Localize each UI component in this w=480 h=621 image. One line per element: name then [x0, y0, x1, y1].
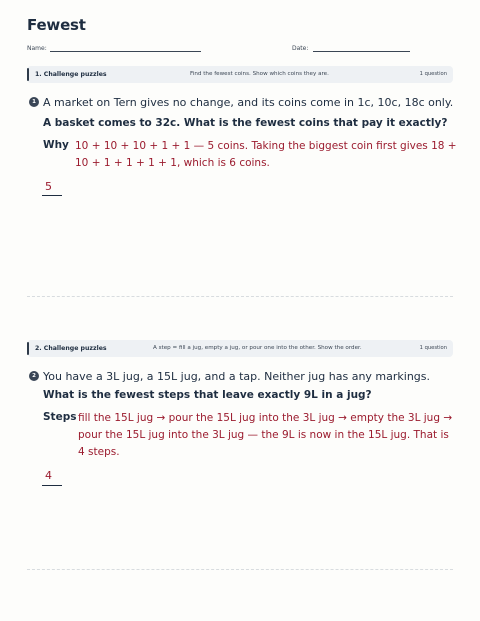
name-label: Name: [27, 45, 47, 52]
question-number-badge: 1 [29, 97, 39, 107]
date-label: Date: [292, 45, 309, 52]
question-prompt: What is the fewest steps that leave exactly 9L in a jug? [43, 389, 372, 401]
date-field[interactable] [313, 51, 410, 52]
section-header [27, 66, 453, 83]
explanation-label: Why [43, 139, 69, 151]
steps-label: Steps [43, 411, 77, 423]
answer-line[interactable] [42, 195, 62, 196]
explanation-text: 10 + 10 + 10 + 1 + 1 — 5 coins. Taking the biggest coin first gives 18 + 10 + 1 + 1 + 1 + 1, which is 6 coins. [75, 140, 457, 169]
question-number-badge: 2 [29, 371, 39, 381]
answer-value: 5 [45, 180, 52, 193]
answer-value: 4 [45, 469, 52, 482]
section-instruction: A step = fill a jug, empty a jug, or pour one into the other. Show the order. [153, 345, 362, 351]
section-question-count: 1 question [419, 345, 447, 351]
section-instruction: Find the fewest coins. Show which coins they are. [190, 71, 329, 77]
question-text: You have a 3L jug, a 15L jug, and a tap. Neither jug has any markings. [43, 370, 431, 383]
steps-text: fill the 15L jug → pour the 15L jug into the 3L jug → empty the 3L jug → pour the 15L jug into the 3L jug — the 9L is now in the 15L jug. That is 4 steps. [78, 412, 453, 458]
section-header [27, 340, 453, 357]
section-question-count: 1 question [419, 71, 447, 77]
section-divider [27, 569, 453, 570]
section-title: 2. Challenge puzzles [35, 345, 107, 352]
question-prompt: A basket comes to 32c. What is the fewest coins that pay it exactly? [43, 117, 448, 129]
question-text: A market on Tern gives no change, and its coins come in 1c, 10c, 18c only. [43, 96, 454, 109]
answer-line[interactable] [42, 485, 62, 486]
page-title: Fewest [27, 16, 86, 34]
section-title: 1. Challenge puzzles [35, 71, 107, 78]
section-divider [27, 296, 453, 297]
name-field[interactable] [50, 51, 201, 52]
